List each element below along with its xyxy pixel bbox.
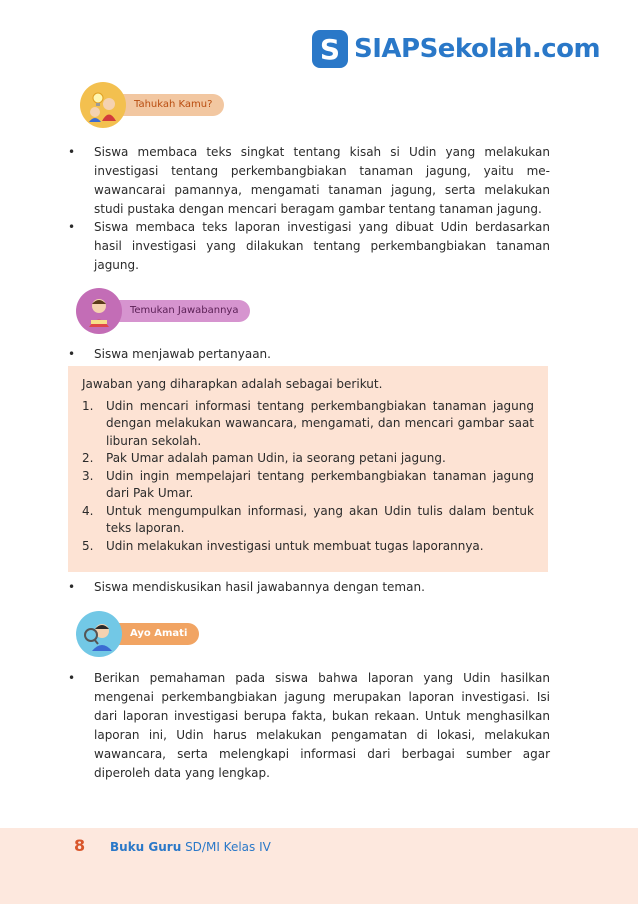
answer-intro: Jawaban yang diharapkan adalah sebagai berikut. [82,377,383,391]
answer-item [82,450,534,468]
badge-label: Tahukah Kamu? [112,94,224,116]
answer-box [68,366,548,572]
badge-tahukah-kamu [80,82,224,128]
site-logo [312,28,600,70]
answer-number: 2. [82,451,94,465]
footer [0,828,638,904]
answer-text: Udin mencari informasi tentang perkembangbiakan tanaman jagung dengan melakukan wawancara, mengamati, dan mencari gambar saat liburan sekolah. [106,398,534,448]
bullet-dot: • [68,671,76,685]
book-title-bold: Buku Guru [110,840,182,854]
answer-text: Untuk mengumpulkan informasi, yang akan Udin tulis dalam bentuk teks laporan. [106,503,534,535]
badge-ayo-amati [76,611,199,657]
answer-text: Udin melakukan investigasi untuk membuat tugas laporannya. [106,538,484,553]
list-item [66,578,550,597]
bullet-text: Siswa mendiskusikan hasil jawabannya dengan teman. [94,580,425,594]
badge-label: Temukan Jawabannya [108,300,250,322]
answer-number: 1. [82,398,94,413]
answer-number: 3. [82,468,94,483]
answer-item [82,503,534,538]
bullet-dot: • [68,220,76,234]
bullet-dot: • [68,347,76,361]
answer-text: Udin ingin mempelajari tentang perkembangbiakan tanaman jagung dari Pak Umar. [106,468,534,500]
book-title-rest: SD/MI Kelas IV [181,840,271,854]
badge-label: Ayo Amati [108,623,199,645]
logo-text: SIAPSekolah.com [354,34,601,64]
list-item [66,669,550,783]
idea-kids-icon [80,82,126,128]
answer-item [82,468,534,503]
bullet-text: Siswa membaca teks laporan investigasi yang dibuat Udin berdasarkan hasil investigasi yang dilakukan tentang perkembangbiakan tanaman jagung. [94,220,550,272]
bullet-dot: • [68,580,76,594]
answer-text: Pak Umar adalah paman Udin, ia seorang petani jagung. [106,451,446,465]
answer-list [82,398,534,556]
book-title [110,840,271,854]
student-thinking-icon [76,288,122,334]
answer-number: 5. [82,538,94,553]
list-item [66,143,550,219]
bullet-text: Siswa menjawab pertanyaan. [94,347,271,361]
logo-badge: S [312,30,348,68]
magnifier-kid-icon [76,611,122,657]
answer-item [82,398,534,451]
bullet-text: Siswa membaca teks singkat tentang kisah si Udin yang melakukan investigasi tentang perkembangbiakan tanaman jagung, yaitu me-wawancarai pamannya, mengamati tanaman jagung, serta melakukan studi pustaka dengan mencari beragam gambar tentang tanaman jagung. [94,145,550,216]
bullet-text: Berikan pemahaman pada siswa bahwa laporan yang Udin hasilkan mengenai perkembangbiakan jagung merupakan laporan investigasi. Isi dari laporan investigasi berupa fakta, bukan rekaan. Untuk menghasilkan laporan ini, Udin harus melakukan pengamatan di lokasi, melakukan wawancara, serta melengkapi informasi dari berbagai sumber agar diperoleh data yang lengkap. [94,671,550,780]
page-number: 8 [74,836,86,855]
list-item [66,345,550,364]
answer-number: 4. [82,503,94,518]
list-item [66,218,550,275]
answer-item [82,538,534,556]
bullet-dot: • [68,145,76,159]
badge-temukan-jawabannya [76,288,250,334]
